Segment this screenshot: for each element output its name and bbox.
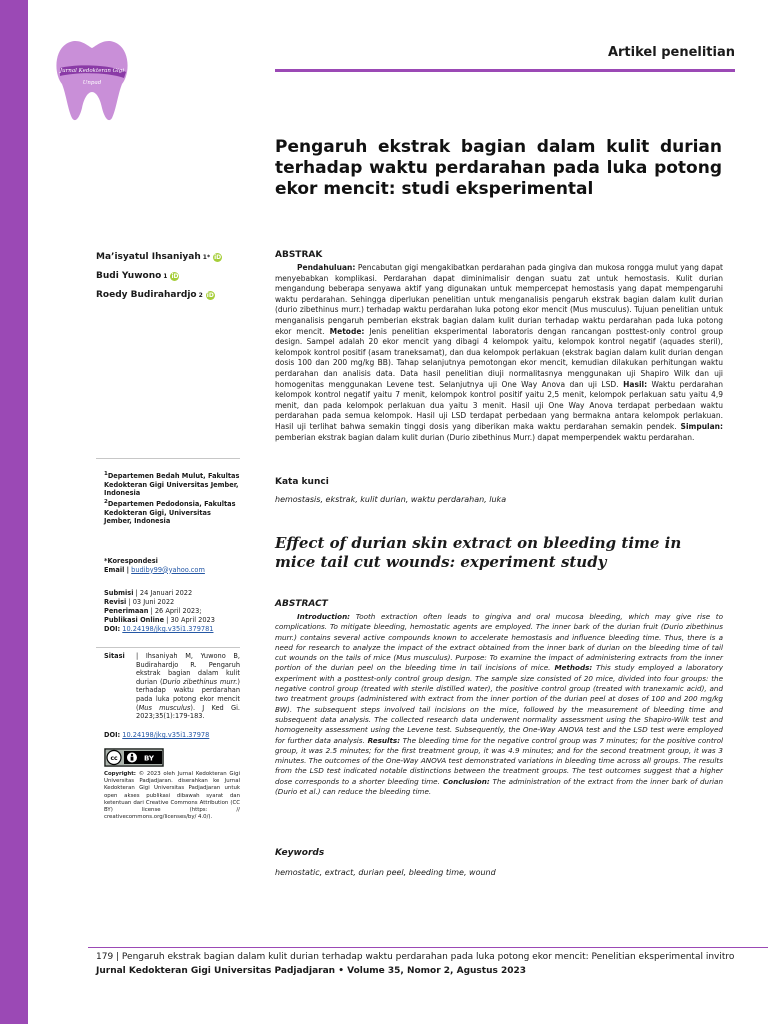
article-title-en: Effect of durian skin extract on bleeding time in mice tail cut wounds: experiment study: [275, 534, 682, 571]
abstract-heading: ABSTRACT: [275, 599, 328, 609]
creative-commons-icon[interactable]: [104, 748, 164, 767]
footer-journal: Jurnal Kedokteran Gigi Universitas Padjadjaran • Volume 35, Nomor 2, Agustus 2023: [96, 966, 527, 976]
orcid-icon[interactable]: iD: [214, 254, 222, 261]
copyright-notice: [104, 771, 240, 821]
kata-kunci-heading: Kata kunci: [275, 477, 329, 487]
affiliation-sup: 1: [104, 471, 108, 477]
svg-text:BY: BY: [143, 754, 155, 763]
author-3: [96, 286, 222, 305]
abstract-section: [275, 599, 723, 797]
affiliations: [104, 470, 240, 526]
author-name: Budi Yuwono: [96, 271, 162, 281]
author-name: Ma’isyatul Ihsaniyah: [96, 252, 201, 262]
abstract-conclusion: The administration of the extract from the inner bark of durian (Durio et al.) can reduce the bleeding time.: [275, 776, 724, 797]
abstrak-method-label: Metode:: [324, 326, 365, 336]
doi-link[interactable]: 10.24198/jkg.v35i1.379781: [122, 625, 214, 633]
affiliation-1: [104, 470, 240, 498]
copyright-label: Copyright:: [104, 771, 136, 777]
abstract-method: This study employed a laboratory experiment with a posttest-only control group design. The sample size consisted of 20 mice, divided into four groups: the negative control group (treated with sterile distilled water), the positive control group (treated with tranexamic acid), and two treatment groups (administered with extract from the inner portion of the durian peel at doses of 100 and 200 mg/kg BW). The subsequent steps involved tail incisions on the mice, followed by the measurement of bleeding time and subsequent data analysis. The collected research data underwent normality assessment using the Shapiro-Wilk test and homogeneity assessment using the Levene test. Subsequently, the One-Way ANOVA test and the LSD test were employed for further data analysis.: [275, 663, 723, 745]
logo-text-top: Jurnal Kedokteran Gigi: [59, 68, 125, 74]
citation-italic: Durio zibethinus murr.: [162, 677, 238, 686]
citation-text: [136, 652, 240, 721]
abstract-result-label: Results:: [364, 735, 401, 745]
date-label: Revisi: [104, 598, 127, 606]
header-divider: [275, 69, 735, 72]
svg-text:cc: cc: [110, 755, 118, 762]
tooth-logo-icon: [52, 38, 132, 122]
sidebar-divider: [96, 647, 240, 648]
author-sup: 2: [198, 292, 203, 299]
date-label: Submisi: [104, 589, 134, 597]
citation-part: ). J Ked Gi. 2023;35(1):179-183.: [136, 703, 240, 721]
date-label: Penerimaan: [104, 607, 149, 615]
author-sup: 1: [163, 273, 168, 280]
abstrak-result-label: Hasil:: [618, 379, 648, 389]
author-sup: 1*: [202, 254, 211, 261]
citation: [104, 652, 240, 721]
date-value: | 26 April 2023;: [148, 607, 202, 615]
date-submisi: [104, 589, 240, 598]
author-list: [96, 248, 222, 305]
author-name: Roedy Budirahardjo: [96, 290, 197, 300]
affiliation-text: Departemen Bedah Mulut, Fakultas Kedokteran Gigi Universitas Jember, Indonesia: [104, 472, 240, 498]
abstrak-method: Jenis penelitian eksperimental laboratoris dengan rancangan posttest-only control group design. Sampel adalah 20 ekor mencit yang dibagi 4 kelompok yaitu, kelompok kontrol negatif (aquades steril), kelompok kontrol positif (asam traneksamat), dan dua kelompok perlakuan (ekstrak bagian dalam kulit durian dengan dosis 100 dan 200 mg/kg BB). Tahap selanjutnya pemotongan ekor mencit, kemudian dilakukan perhitungan waktu perdarahan dan analisis data. Data hasil penelitian diuji normalitasnya menggunakan uji Shapiro Wilk dan uji homogenitas menggunakan Levene test. Selanjutnya uji One Way Anova dan uji LSD.: [275, 326, 723, 389]
publication-dates: [104, 589, 240, 634]
date-publikasi: [104, 616, 240, 625]
abstrak-text: [275, 263, 723, 443]
copyright-text: © 2023 oleh Jurnal Kedokteran Gigi Universitas Padjadjaran. diserahkan ke Jurnal Kedokteran Gigi Universitas Padjadjaran untuk open akses publikasi dibawah syarat dan ketentuan dari Creative Commons Attribution (CC BY) license (https: // creativecommons.org/licenses/by/ 4.0/).: [104, 771, 240, 821]
correspondence-label: *Korespondesi: [104, 557, 158, 565]
logo-text-bottom: Unpad: [82, 80, 102, 86]
abstract-text: [275, 612, 723, 797]
orcid-icon[interactable]: iD: [171, 273, 179, 280]
kata-kunci-section: [275, 477, 723, 504]
affiliation-sup: 2: [104, 498, 108, 505]
keywords-text: hemostatic, extract, durian peel, bleeding time, wound: [275, 868, 496, 877]
article-title-id: Pengaruh ekstrak bagian dalam kulit durian terhadap waktu perdarahan pada luka potong ekor mencit: studi eksperimental: [275, 137, 722, 199]
sidebar-divider: [96, 458, 240, 459]
abstrak-conclusion-label: Simpulan:: [676, 421, 724, 431]
citation-label: Sitasi: [104, 652, 125, 660]
keywords-heading: Keywords: [275, 848, 325, 858]
affiliation-text: Departemen Pedodonsia, Fakultas Kedokteran Gigi, Universitas Jember, Indonesia: [104, 500, 236, 526]
doi-label: DOI:: [104, 731, 121, 739]
correspondence: [104, 557, 240, 574]
date-penerimaan: [104, 607, 240, 616]
date-value: | 30 April 2023: [164, 616, 215, 624]
affiliation-2: [104, 498, 240, 526]
doi-line: [104, 625, 240, 634]
email-link[interactable]: budiby99@yahoo.com: [131, 565, 205, 574]
doi-label: DOI:: [104, 625, 121, 633]
article-type-label: Artikel penelitian: [607, 45, 735, 60]
date-revisi: [104, 598, 240, 607]
footer-running-title: 179 | Pengaruh ekstrak bagian dalam kulit durian terhadap waktu perdarahan pada luka potong ekor mencit: Penelitian eksperimental invitro: [96, 952, 735, 962]
date-value: | 24 Januari 2022: [133, 589, 193, 597]
citation-part: | Ihsaniyah M, Yuwono B, Budirahardjo R. Pengaruh ekstrak bagian dalam kulit durian (: [136, 652, 240, 686]
orcid-icon[interactable]: iD: [206, 292, 214, 299]
left-accent-bar: [0, 0, 28, 1024]
email-label: Email |: [104, 565, 130, 574]
date-value: | 03 Juni 2022: [126, 598, 175, 606]
date-label: Publikasi Online: [104, 616, 165, 624]
abstract-intro-label: Introduction:: [297, 612, 351, 621]
abstrak-intro-label: Pendahuluan:: [297, 263, 356, 272]
citation-doi: [104, 731, 240, 740]
author-2: [96, 267, 222, 286]
email-line: [104, 566, 240, 575]
abstract-method-label: Methods:: [550, 663, 593, 673]
abstrak-heading: ABSTRAK: [275, 250, 323, 260]
kata-kunci-text: hemostasis, ekstrak, kulit durian, waktu perdarahan, luka: [275, 495, 507, 504]
citation-italic: Mus musculus: [138, 703, 191, 712]
abstrak-conclusion: pemberian ekstrak bagian dalam kulit durian (Durio zibethinus Murr.) dapat memperpendek waktu perdarahan.: [275, 432, 695, 442]
abstrak-intro: Pencabutan gigi mengakibatkan perdarahan pada gingiva dan mukosa rongga mulut yang dapat menyebabkan komplikasi. Perdarahan dapat diminimalisir dengan suatu zat untuk hemostasis. Kulit durian mengandung beberapa senyawa aktif yang digunakan untuk mempercepat hemostasis yang dapat mempengaruhi waktu perdarahan. Sehingga diperlukan penelitian untuk menganalisis pengaruh ekstrak bagian dalam kulit durian (durio zibethinus murr.) terhadap waktu perdarahan luka potong ekor mencit (Mus musculus). Tujuan penelitian untuk menganalisis pengaruh pemberian ekstrak bagian dalam kulit durian terhadap waktu perdarahan pada luka potong ekor mencit.: [275, 263, 723, 336]
abstract-result: The bleeding time for the negative control group was 7 minutes; for the positive control group, it was 2.5 minutes; for the first treatment group, it was 4.9 minutes; and for the second treatment group, it was 3 minutes. The outcomes of the One-Way ANOVA test demonstrated variations in bleeding time across all groups. The results from the LSD test indicated notable distinctions between the treatment groups. The test outcomes suggest that a higher dose corresponds to a shorter bleeding time.: [275, 735, 724, 786]
abstract-intro: Tooth extraction often leads to gingiva and oral mucosa bleeding, which may give rise to complications. To mitigate bleeding, hemostatic agents are employed. The inner bark of the durian fruit (Durio zibethinus murr.) contains several active compounds known to accelerate hemostasis and influence bleeding time. Thus, there is a need for research to analyze the impact of the extract obtained from the inner bark of durian on the bleeding time of tail cut wounds on the tails of mice (Mus musculus). Purpose: To examine the impact of administering extracts from the inner portion of the durian peel on the bleeding time in tail incisions of mice.: [275, 612, 723, 673]
citation-part: ) terhadap waktu perdarahan pada luka potong ekor mencit (: [136, 677, 240, 712]
footer-divider: [88, 947, 768, 948]
abstrak-section: [275, 250, 723, 443]
abstrak-result: Waktu perdarahan kelompok kontrol negatif yaitu 7 menit, kelompok kontrol positif yaitu 2,5 menit, kelompok perlakuan satu yaitu 4,9 menit, dan pada kelompok perlakuan dua yaitu 3 menit. Hasil uji One Way Anova terdapat perbedaan waktu perdarahan pada semua kelompok. Hasil uji LSD terdapat perbedaan yang bermakna antara kelompok perlakuan. Hasil uji terlihat bahwa semakin tinggi dosis yang diberikan maka waktu perdarahan semakin pendek.: [275, 379, 723, 431]
keywords-section: [275, 848, 723, 877]
author-1: [96, 248, 222, 267]
abstract-conclusion-label: Conclusion:: [439, 776, 490, 786]
doi-link[interactable]: 10.24198/jkg.v35i1.37978: [122, 731, 210, 739]
